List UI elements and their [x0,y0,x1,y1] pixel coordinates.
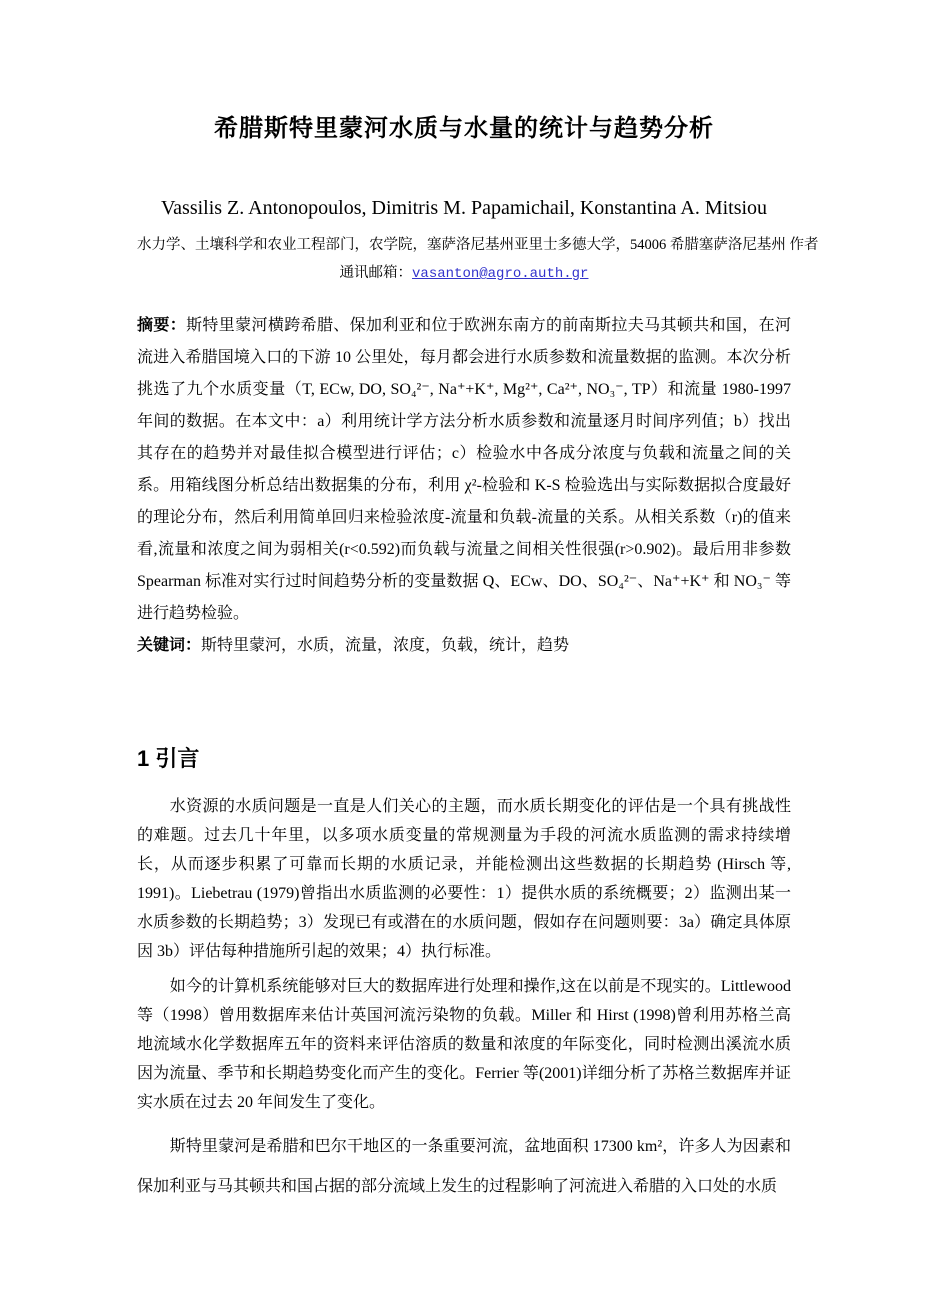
contact-line [137,264,791,284]
abstract-text: 斯特里蒙河横跨希腊、保加利亚和位于欧洲东南方的前南斯拉夫马其顿共和国，在河流进入希腊国境入口的下游 10 公里处，每月都会进行水质参数和流量数据的监测。本次分析挑选了九个水质变量（T, ECw, DO, SO₄²⁻, Na⁺+K⁺, Mg²⁺, Ca²⁺, NO₃⁻, TP）和流量 1980-1997 年间的数据。在本文中：a）利用统计学方法分析水质参数和流量逐月时间序列值；b）找出其存在的趋势并对最佳拟合模型进行评估；c）检验水中各成分浓度与负载和流量之间的关系。用箱线图分析总结出数据集的分布，利用 χ²-检验和 K-S 检验选出与实际数据拟合度最好的理论分布，然后利用简单回归来检验浓度-流量和负载-流量的关系。从相关系数（r)的值来看,流量和浓度之间为弱相关(r<0.592)而负载与流量之间相关性很强(r>0.902)。最后用非参数 Spearman 标准对实行过时间趋势分析的变量数据 Q、ECw、DO、SO₄²⁻、Na⁺+K⁺ 和 NO₃⁻ 等进行趋势检验。 [137,317,791,622]
intro-paragraph-1: 水资源的水质问题是一直是人们关心的主题，而水质长期变化的评估是一个具有挑战性的难题。过去几十年里，以多项水质变量的常规测量为手段的河流水质监测的需求持续增长，从而逐步积累了可靠而长期的水质记录，并能检测出这些数据的长期趋势 (Hirsch 等, 1991)。Liebetrau (1979)曾指出水质监测的必要性：1）提供水质的系统概要；2）监测出某一水质参数的长期趋势；3）发现已有或潜在的水质问题，假如存在问题则要：3a）确定具体原因 3b）评估每种措施所引起的效果；4）执行标准。 [137,798,791,961]
intro-paragraph-3: 斯特里蒙河是希腊和巴尔干地区的一条重要河流，盆地面积 17300 km²，许多人为因素和保加利亚与马其顿共和国占据的部分流域上发生的过程影响了河流进入希腊的入口处的水质 [137,1138,791,1196]
section-heading-introduction: 1 引言 [137,746,200,771]
abstract-label: 摘要： [137,317,187,334]
paper-title: 希腊斯特里蒙河水质与水量的统计与趋势分析 [214,115,714,142]
keywords-label: 关键词： [137,637,202,654]
keywords-line [137,630,791,662]
email-link[interactable]: vasanton@agro.auth.gr [412,266,589,282]
authors-line: Vassilis Z. Antonopoulos, Dimitris M. Papamichail, Konstantina A. Mitsiou [160,197,768,219]
keywords-text: 斯特里蒙河，水质，流量，浓度，负载，统计，趋势 [201,637,570,654]
abstract-block [137,310,791,630]
intro-paragraph-2: 如今的计算机系统能够对巨大的数据库进行处理和操作,这在以前是不现实的。Littlewood 等（1998）曾用数据库来估计英国河流污染物的负载。Miller 和 Hirst (1998)曾利用苏格兰高地流域水化学数据库五年的资料来评估溶质的数量和浓度的年际变化，同时检测出溪流水质因为流量、季节和长期趋势变化而产生的变化。Ferrier 等(2001)详细分析了苏格兰数据库并证实水质在过去 20 年间发生了变化。 [137,978,791,1112]
affiliation-line: 水力学、土壤科学和农业工程部门，农学院，塞萨洛尼基州亚里士多德大学，54006 希腊塞萨洛尼基州 作者 [137,237,819,253]
contact-label: 通讯邮箱： [339,265,413,281]
